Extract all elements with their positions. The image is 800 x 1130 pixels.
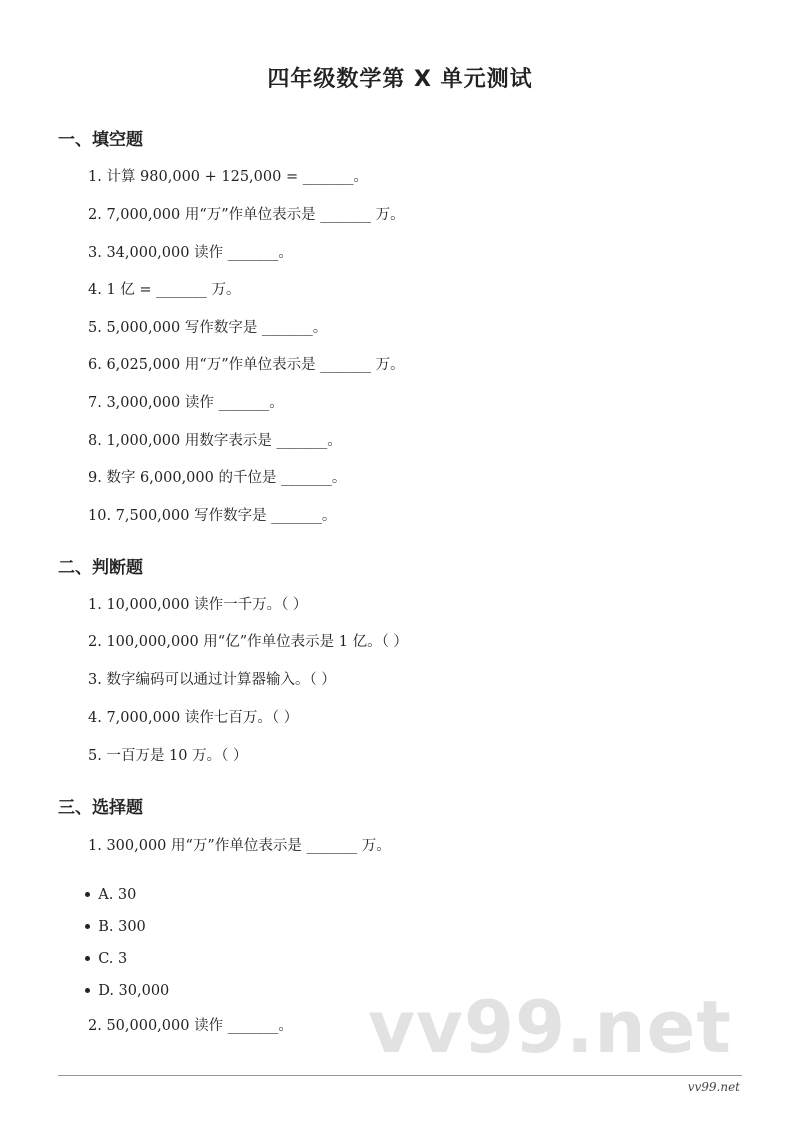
choice-option-b	[76, 903, 146, 935]
judge-question-5: 5. 一百万是 10 万。（ ）	[88, 748, 248, 764]
page-title: 四年级数学第 X 单元测试	[267, 67, 533, 92]
footer-site: vv99.net	[687, 1080, 740, 1094]
choice-option-c	[76, 935, 127, 967]
choice-option-a	[76, 871, 136, 903]
fill-question-1: 1. 计算 980,000 + 125,000 = _______。	[88, 169, 368, 185]
watermark: vv99.net	[368, 985, 732, 1069]
judge-question-1: 1. 10,000,000 读作一千万。（ ）	[88, 597, 308, 613]
section-title-judge: 二、判断题	[58, 558, 143, 578]
fill-question-3: 3. 34,000,000 读作 _______。	[88, 245, 293, 261]
judge-question-4: 4. 7,000,000 读作七百万。（ ）	[88, 710, 299, 726]
choice-option-c-label: C. 3	[98, 951, 128, 967]
judge-question-3: 3. 数字编码可以通过计算器输入。（ ）	[88, 672, 336, 688]
fill-question-5: 5. 5,000,000 写作数字是 _______。	[88, 320, 328, 336]
fill-question-4: 4. 1 亿 = _______ 万。	[88, 282, 241, 298]
section-title-choice: 三、选择题	[58, 798, 143, 818]
footer-divider	[58, 1075, 742, 1076]
fill-question-2: 2. 7,000,000 用“万”作单位表示是 _______ 万。	[88, 207, 405, 223]
fill-question-8: 8. 1,000,000 用数字表示是 _______。	[88, 433, 342, 449]
judge-question-2: 2. 100,000,000 用“亿”作单位表示是 1 亿。（ ）	[88, 634, 408, 650]
choice-option-d	[76, 967, 169, 999]
fill-question-7: 7. 3,000,000 读作 _______。	[88, 395, 284, 411]
fill-question-10: 10. 7,500,000 写作数字是 _______。	[88, 508, 337, 524]
choice-question-2: 2. 50,000,000 读作 _______。	[88, 1018, 293, 1034]
bullet-icon	[85, 988, 90, 993]
bullet-icon	[85, 924, 90, 929]
choice-question-1: 1. 300,000 用“万”作单位表示是 _______ 万。	[88, 838, 391, 854]
choice-option-b-label: B. 300	[98, 919, 146, 935]
fill-question-6: 6. 6,025,000 用“万”作单位表示是 _______ 万。	[88, 357, 405, 373]
fill-question-9: 9. 数字 6,000,000 的千位是 _______。	[88, 470, 347, 486]
section-title-fill: 一、填空题	[58, 130, 143, 150]
choice-option-a-label: A. 30	[98, 887, 137, 903]
bullet-icon	[85, 956, 90, 961]
bullet-icon	[85, 892, 90, 897]
choice-option-d-label: D. 30,000	[98, 983, 170, 999]
